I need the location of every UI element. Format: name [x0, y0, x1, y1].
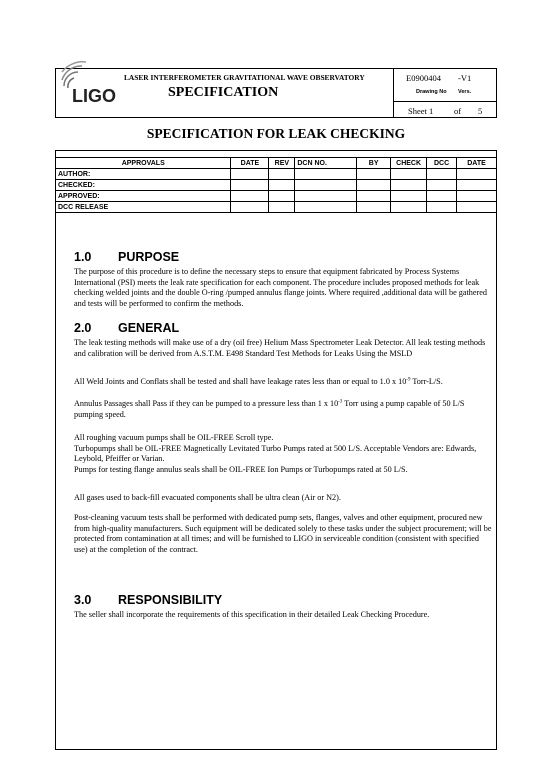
header-row-divider [393, 101, 497, 102]
general-p3: Annulus Passages shall Pass if they can be pumped to a pressure less than 1 x $10^{-3}$ Torr using a pump capable of 50 L/S pumping speed. [74, 399, 465, 419]
drawing-no-label: Drawing No [416, 89, 447, 95]
section-number: 2.0 [74, 321, 92, 335]
general-p5: All gases used to back-fill evacuated components shall be ultra clean (Air or N2). [74, 493, 341, 502]
doc-number: E0900404 [406, 73, 441, 83]
general-p1: The leak testing methods will make use of a dry (oil free) Helium Mass Spectrometer Leak Detector. All leak testing methods and calibration will be derived from A.S.T.M. E498 Standard Test Methods for Leaks Using the MSLD [74, 338, 486, 358]
page-title: SPECIFICATION FOR LEAK CHECKING [146, 126, 406, 141]
section-title: PURPOSE [118, 250, 180, 264]
general-p4-1: All roughing vacuum pumps shall be OIL-FREE Scroll type. [74, 433, 274, 442]
sheet-label: Sheet 1 [408, 106, 434, 116]
approvals-table [55, 157, 497, 213]
purpose-text: The purpose of this procedure is to define the necessary steps to ensure that equipment fabricated by Process Systems International (PSI) meets the leak rate specification for each component. The procedure includes proposed methods for leak checking welded joints and the double O-ring /pumped annulus flange joints. Where required ,additional data will be gathered and tests will be performed to confirm the methods. [74, 267, 487, 308]
section-general-heading [74, 321, 179, 335]
general-p4-3: Pumps for testing flange annulus seals shall be OIL-FREE Ion Pumps or Turbopumps rated at 50 L/S. [74, 464, 408, 474]
table-row [56, 191, 497, 202]
col-date: DATE [231, 158, 269, 169]
table-row [56, 169, 497, 180]
general-p6: Post-cleaning vacuum tests shall be performed with dedicated pump sets, flanges, valves and other equipment, procured new from high-quality manufacturers. Such equipment will be dedicated solely to these tasks under the subject procurement; will be protected from contamination at all times; and will be furnished to LIGO in serviceable condition (consistent with specified use) at the completion of the contract. [74, 513, 492, 554]
row-approved: APPROVED: [56, 191, 231, 202]
col-rev: REV [269, 158, 295, 169]
general-p4-2: Turbopumps shall be OIL-FREE Magnetically Levitated Turbo Pumps rated at 500 L/S. Acceptable Vendors are: Edwards, Leybold, Pfeiffer or Varian. [74, 443, 477, 463]
doc-type: SPECIFICATION [168, 85, 279, 100]
table-row [56, 202, 497, 213]
section-number: 3.0 [74, 593, 92, 607]
col-approvals: APPROVALS [56, 158, 231, 169]
section-responsibility-heading [74, 593, 222, 607]
total-sheets: 5 [478, 106, 483, 116]
section-purpose-heading [74, 250, 179, 264]
col-by: BY [357, 158, 391, 169]
section-title: RESPONSIBILITY [118, 593, 223, 607]
row-checked: CHECKED: [56, 180, 231, 191]
responsibility-text: The seller shall incorporate the requirements of this specification in their detailed Leak Checking Procedure. [74, 610, 430, 619]
logo-text: LIGO [72, 86, 116, 106]
observatory-name: LASER INTERFEROMETER GRAVITATIONAL WAVE OBSERVATORY [124, 73, 365, 82]
header-divider [393, 68, 394, 118]
col-dcc: DCC [427, 158, 457, 169]
col-dcn-no: DCN NO. [295, 158, 357, 169]
col-date-2: DATE [457, 158, 497, 169]
doc-version: -V1 [458, 73, 472, 83]
section-title: GENERAL [118, 321, 180, 335]
approvals-header-row [56, 158, 497, 169]
row-author: AUTHOR: [56, 169, 231, 180]
table-row [56, 180, 497, 191]
section-number: 1.0 [74, 250, 92, 264]
col-check: CHECK [391, 158, 427, 169]
row-dcc-release: DCC RELEASE [56, 202, 231, 213]
general-p2: All Weld Joints and Conflats shall be tested and shall have leakage rates less than or equal to 1.0 x $10^{-9}$ Torr-L/S. [74, 377, 443, 386]
vers-label: Vers. [458, 89, 472, 95]
of-label: of [454, 106, 462, 116]
